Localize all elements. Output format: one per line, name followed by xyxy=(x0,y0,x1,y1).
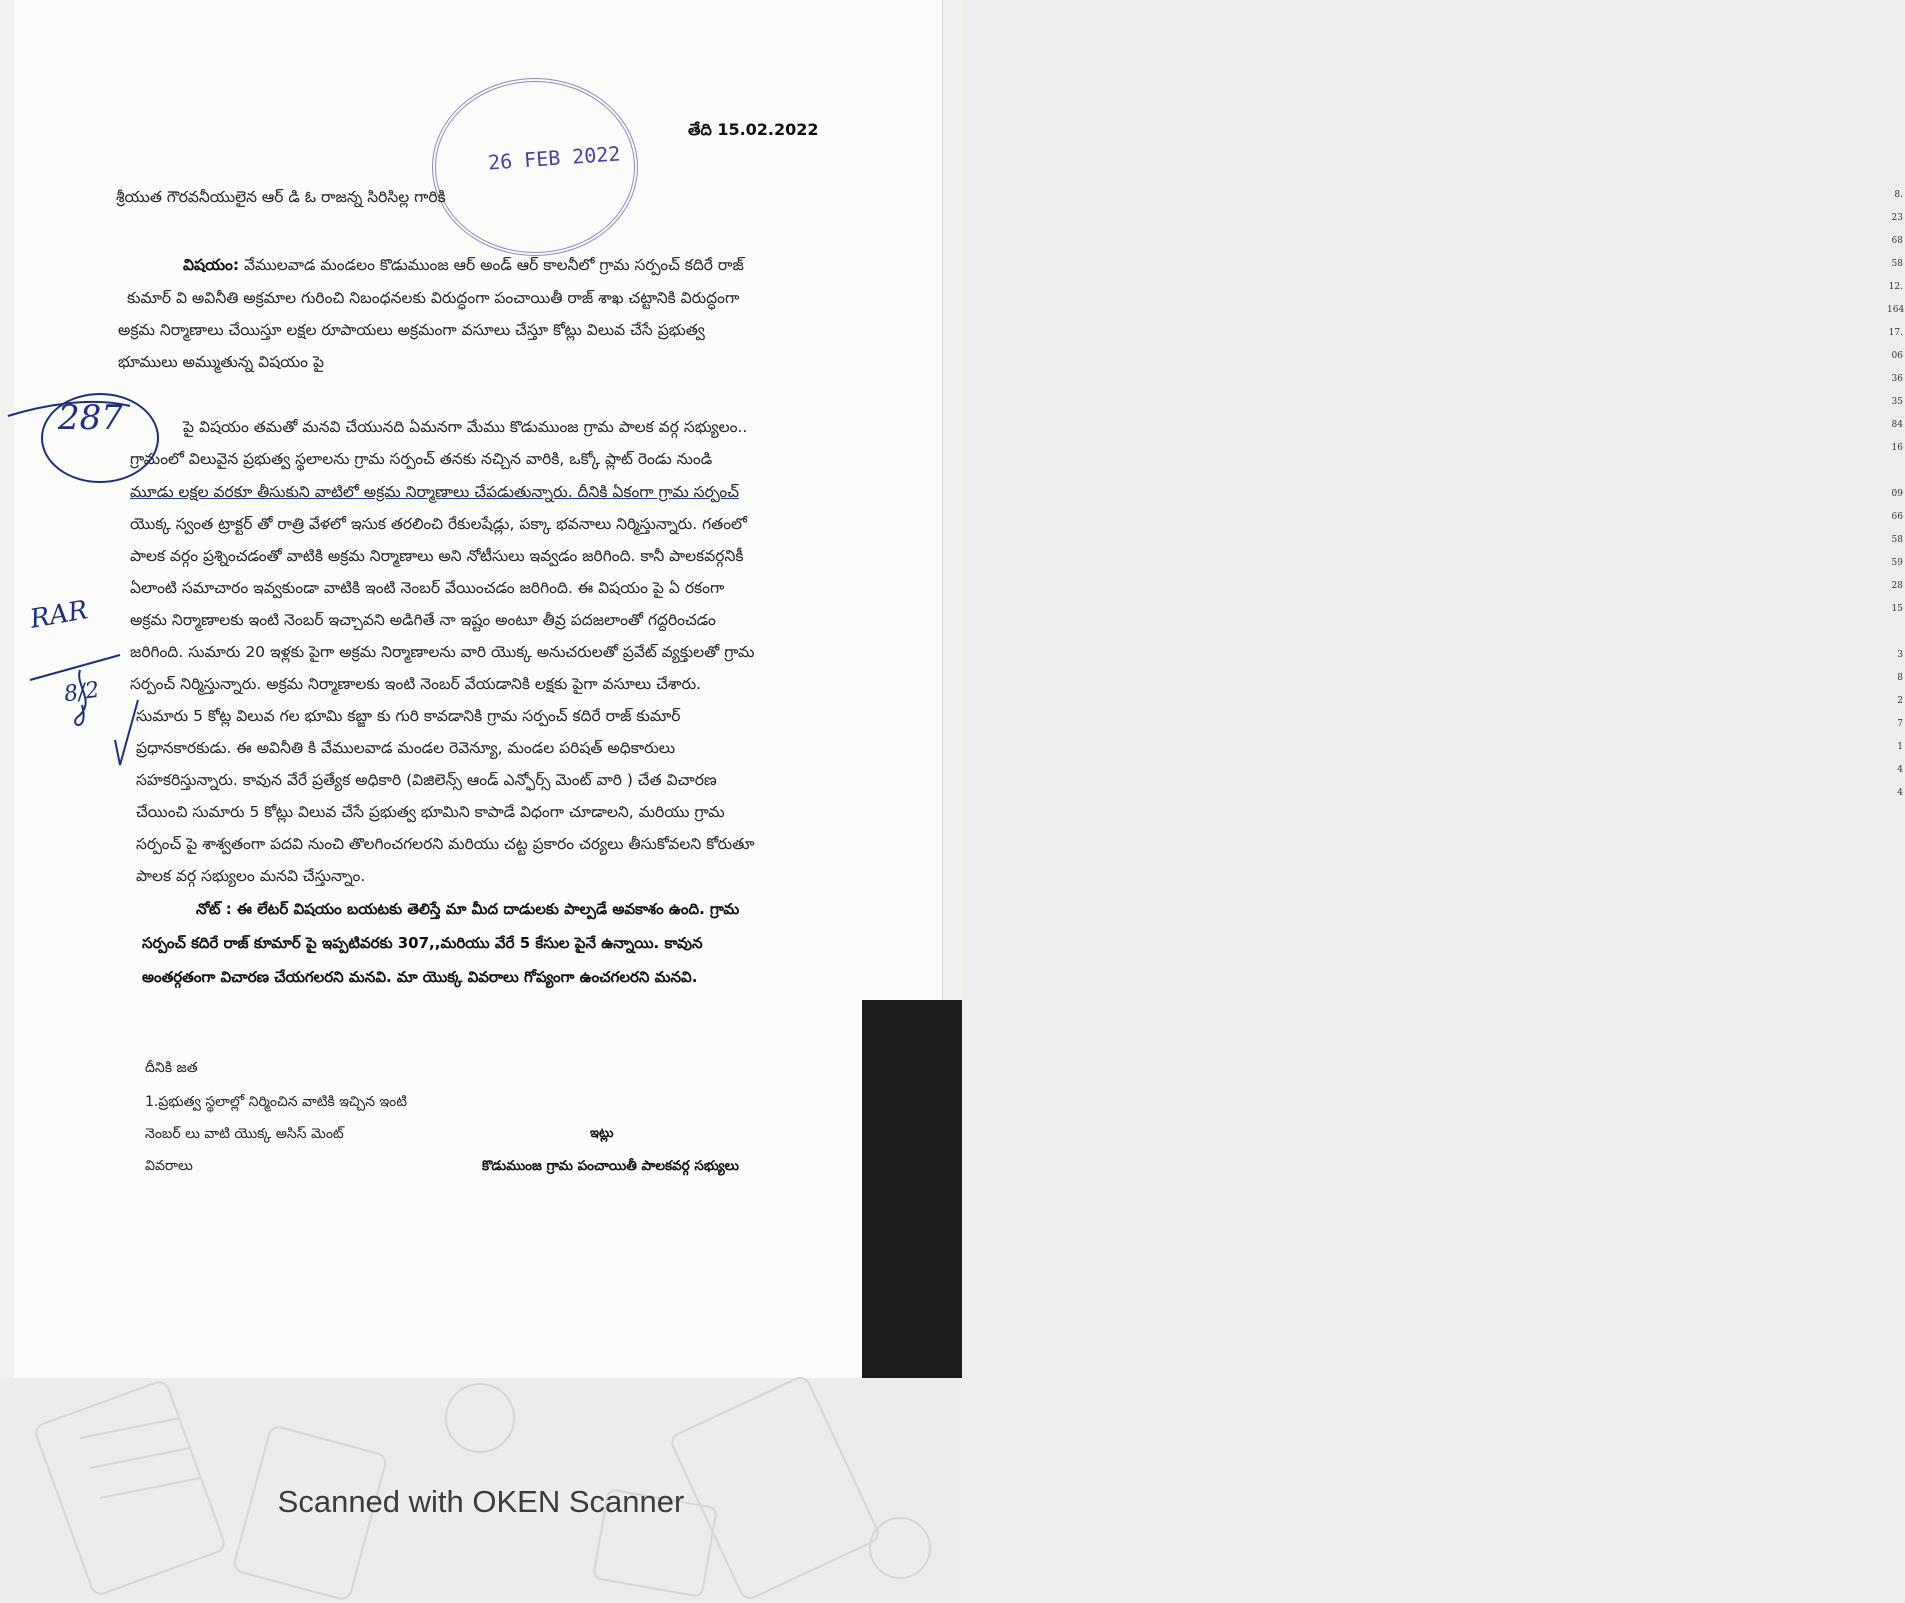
body-line-15: పాలక వర్గ సభ్యులం మనవి చేస్తున్నాం. xyxy=(136,867,366,885)
side-number: 58 xyxy=(1891,535,1903,545)
subject-label: విషయం: xyxy=(183,256,240,274)
body-line-7: అక్రమ నిర్మాణాలకు ఇంటి నెంబర్ ఇచ్చావని అడిగితే నా ఇష్టం అంటూ తీవ్ర పదజలాంతో గద్దరించడం xyxy=(130,611,716,629)
enclosure-line-3: వివరాలు xyxy=(145,1158,193,1174)
body-line-8: జరిగింది. సుమారు 20 ఇళ్లకు పైగా అక్రమ నిర్మాణాలను వారి యొక్క అనుచరులతో ప్రవేట్ వ్యక్తులతో గ్రామ xyxy=(130,643,755,661)
signature-name: కొడుముంజ గ్రామ పంచాయితీ పాలకవర్గ సభ్యులు xyxy=(482,1158,739,1174)
handwritten-date: 8/2 xyxy=(62,677,101,708)
side-number xyxy=(1887,627,1905,650)
side-number: 28 xyxy=(1891,581,1903,591)
side-number: 2 xyxy=(1897,696,1903,706)
side-number xyxy=(1887,466,1905,489)
body-line-5: పాలక వర్గం ప్రశ్నించడంతో వాటికి అక్రమ నిర్మాణాలు అని నోటీసులు ఇవ్వడం జరిగింది. కానీ పాలకవర్గనికీ xyxy=(130,547,744,565)
scanner-watermark-text: Scanned with OKEN Scanner xyxy=(277,1484,685,1519)
side-number: 66 xyxy=(1891,512,1903,522)
side-number: 09 xyxy=(1891,489,1903,499)
side-number: 23 xyxy=(1891,213,1903,223)
subject-line-2: కుమార్ వి అవినీతి అక్రమాల గురించి నిబంధనలకు విరుద్ధంగా పంచాయితీ రాజ్ శాఖ చట్టానికి విరుద్ధంగా xyxy=(127,289,740,307)
note-line-1: నోట్ : ఈ లేటర్ విషయం బయటకు తెలిస్తే మా మీద దాడులకు పాల్పడే అవకాశం ఉంది. గ్రామ xyxy=(196,900,740,918)
side-number: 8. xyxy=(1894,190,1903,200)
subject-line-1 xyxy=(183,256,744,278)
subject-line-3: అక్రమ నిర్మాణాలు చేయిస్తూ లక్షల రూపాయలు అక్రమంగా వసూలు చేస్తూ కోట్లు విలువ చేసే ప్రభుత్వ xyxy=(118,321,705,339)
scanner-footer-banner xyxy=(0,1378,962,1599)
side-number: 15 xyxy=(1891,604,1903,614)
side-number: 84 xyxy=(1891,420,1903,430)
handwritten-number: 287 xyxy=(58,398,123,438)
side-number: 17. xyxy=(1888,328,1903,338)
side-number: 12. xyxy=(1888,282,1903,292)
adjacent-page-strip xyxy=(942,0,1905,1000)
body-line-3: మూడు లక్షల వరకూ తీసుకుని వాటిలో అక్రమ నిర్మాణాలు చేపడుతున్నారు. దీనికి ఏకంగా గ్రామ సర్పంచ్ xyxy=(130,483,740,501)
body-line-10: సుమారు 5 కోట్ల విలువ గల భూమి కబ్జా కు గురి కావడానికి గ్రామ సర్పంచ్ కదిరే రాజ్ కుమార్ xyxy=(136,707,681,725)
body-line-4: యొక్క స్వంత ట్రాక్టర్ తో రాత్రి వేళలో ఇసుక తరలించి రేకులషేడ్లు, పక్కా భవనాలు నిర్మిస్తున్నారు. గతంలో xyxy=(130,515,747,533)
subject-text: వేములవాడ మండలం కొడుముంజ ఆర్ అండ్ ఆర్ కాలనీలో గ్రామ సర్పంచ్ కదిరే రాజ్ xyxy=(244,256,744,274)
note-line-2: సర్పంచ్ కదిరే రాజ్ కూమార్ పై ఇప్పటివరకు 307,,మరియు వేరే 5 కేసుల పైనే ఉన్నాయి. కావున xyxy=(142,934,703,952)
signature-label: ఇట్లు xyxy=(590,1126,614,1141)
side-number: 36 xyxy=(1891,374,1903,384)
body-line-11: ప్రధానకారకుడు. ఈ అవినీతి కి వేములవాడ మండల రెవెన్యూ, మండల పరిషత్ అధికారులు xyxy=(136,739,676,757)
enclosure-line-1: 1.ప్రభుత్వ స్థలాల్లో నిర్మించిన వాటికి ఇచ్చిన ఇంటి xyxy=(145,1094,408,1110)
scan-dark-edge xyxy=(862,1000,962,1378)
enclosure-line-2: నెంబర్ లు వాటి యొక్క అసిస్ మెంట్ xyxy=(145,1126,344,1142)
note-line-3: అంతర్గతంగా విచారణ చేయగలరని మనవి. మా యొక్క వివరాలు గోప్యంగా ఉంచగలరని మనవి. xyxy=(142,968,698,986)
addressee-line: శ్రీయుత గౌరవనీయులైన ఆర్ డి ఓ రాజన్న సిరిసిల్ల గారికి xyxy=(116,188,446,206)
side-number: 3 xyxy=(1897,650,1903,660)
body-line-6: ఏలాంటి సమాచారం ఇవ్వకుండా వాటికి ఇంటి నెంబర్ వేయించడం జరిగింది. ఈ విషయం పై ఏ రకంగా xyxy=(130,579,725,597)
body-line-9: సర్పంచ్ నిర్మిస్తున్నారు. అక్రమ నిర్మాణాలకు ఇంటి నెంబర్ వేయడానికి లక్షకు పైగా వసూలు చేశారు. xyxy=(130,675,702,693)
enclosure-heading: దీనికి జత xyxy=(145,1060,198,1076)
page-right-area xyxy=(862,0,942,1000)
side-number: 35 xyxy=(1891,397,1903,407)
body-line-13: చేయించి సుమారు 5 కోట్లు విలువ చేసే ప్రభుత్వ భూమిని కాపాడే విధంగా చూడాలని, మరియు గ్రామ xyxy=(136,803,725,821)
side-number: 7 xyxy=(1897,719,1903,729)
stamp-date: 26 FEB 2022 xyxy=(487,141,622,175)
body-line-12: సహకరిస్తున్నారు. కావున వేరే ప్రత్యేక అధికారి (విజిలెన్స్ ఆండ్ ఎన్ఫోర్స్ మెంట్ వారి ) చేత విచారణ xyxy=(136,771,717,789)
side-number: 8 xyxy=(1897,673,1903,683)
side-number: 59 xyxy=(1891,558,1903,568)
side-number: 4 xyxy=(1897,788,1903,798)
page-fold-shadow xyxy=(0,0,14,1378)
body-line-1: పై విషయం తమతో మనవి చేయునది ఏమనగా మేము కొడుముంజ గ్రామ పాలక వర్గ సభ్యులం.. xyxy=(183,418,748,436)
side-number: 06 xyxy=(1891,351,1903,361)
body-line-2: గ్రామంలో విలువైన ప్రభుత్వ స్థలాలను గ్రామ సర్పంచ్ తనకు నచ్చిన వారికి, ఒక్కో ప్లాట్ రెండు నుండి xyxy=(130,450,713,468)
side-number-column xyxy=(1887,190,1905,811)
side-number: 68 xyxy=(1891,236,1903,246)
side-number: 4 xyxy=(1897,765,1903,775)
side-number: 16 xyxy=(1891,443,1903,453)
body-line-14: సర్పంచ్ పై శాశ్వతంగా పదవి నుంచి తొలగించగలరని మరియు చట్ట ప్రకారం చర్యలు తీసుకోవలని కోరుతూ xyxy=(136,835,755,853)
letter-date: తేది 15.02.2022 xyxy=(688,120,819,139)
side-number: 58 xyxy=(1891,259,1903,269)
handwritten-initials: RAR xyxy=(27,595,91,635)
subject-line-4: భూములు అమ్ముతున్న విషయం పై xyxy=(118,353,324,371)
side-number: 1 xyxy=(1897,742,1903,752)
side-number: 164 xyxy=(1887,305,1905,315)
